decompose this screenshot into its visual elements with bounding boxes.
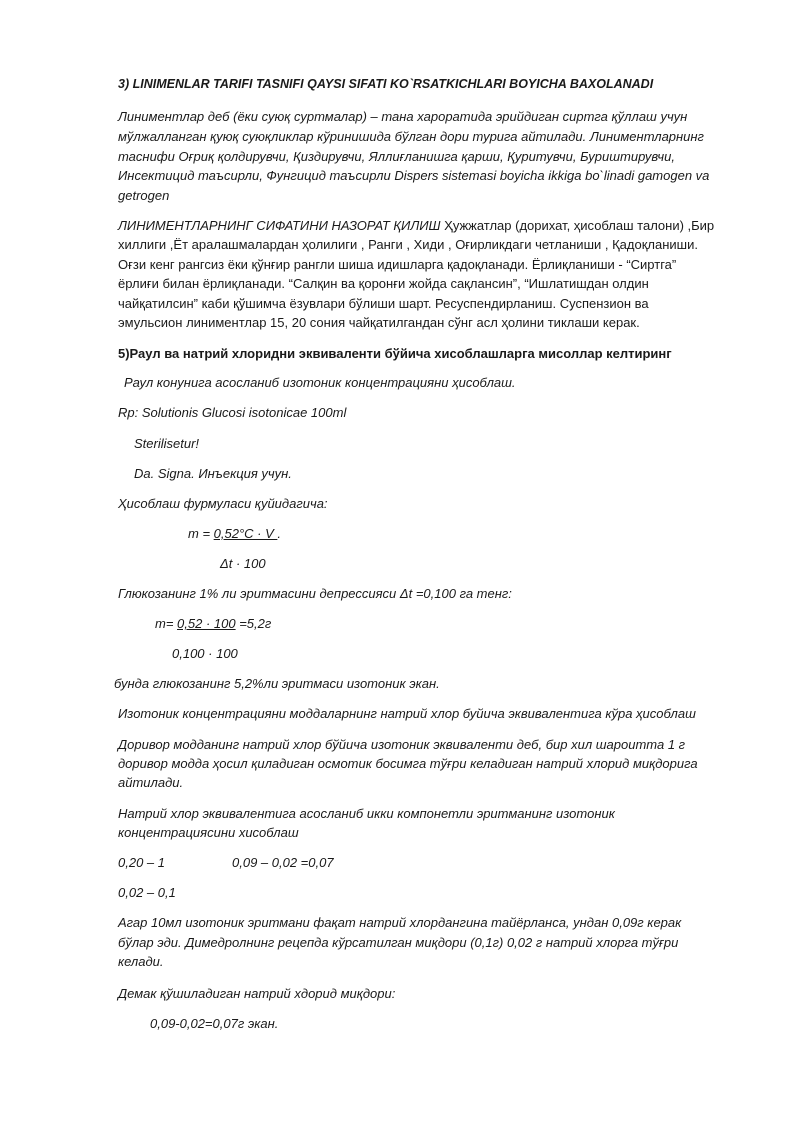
- quality-control-line-2: хиллиги ,Ёт аралашмалардан ҳолилиги , Ранги , Хиди , Оғирликдаги четланиши , Қадоқланиши.: [118, 237, 698, 252]
- liniment-definition-line-3: таснифи Оғриқ қолдирувчи, Қиздирувчи, Яллиғланишга қарши, Қуритувчи, Буриштирувчи,: [118, 149, 676, 164]
- calc-result-b: 0,09 – 0,02 =0,07: [232, 855, 334, 870]
- final-paragraph-line-2: бўлар эди. Димедролнинг рецепда кўрсатилган миқдори (0,1г) 0,02 г натрий хлорга тўғри: [118, 935, 679, 950]
- section-5-heading: 5)Раул ва натрий хлоридни эквиваленти бўйича хисоблашларга мисоллар келтиринг: [118, 346, 672, 361]
- raoult-calculation-line: Раул конунига асосланиб изотоник концентрацияни ҳисоблаш.: [124, 375, 516, 390]
- calc-ratio-a: 0,20 – 1: [118, 855, 165, 870]
- two-component-line-2: концентрациясини хисоблаш: [118, 825, 299, 840]
- quality-control-line-3: Оғзи кенг рангсиз ёки қўнғир рангли шиша идишларга қадоқланади. Ёрлиқланиши - “Сиртга”: [118, 257, 677, 272]
- prescription-rp: Rp: Solutionis Glucosi isotonicae 100ml: [118, 405, 347, 420]
- formula-2-lhs: m=: [155, 616, 178, 631]
- equivalent-definition-line-3: айтилади.: [118, 775, 184, 790]
- formula-1-numerator: 0,52°С · V: [213, 526, 278, 541]
- quality-control-first-rest: Ҳужжатлар (дорихат, ҳисоблаш талони) ,Бир: [440, 218, 715, 233]
- formula-2-tail: =5,2г: [235, 616, 272, 631]
- formula-1-tail: .: [277, 526, 282, 541]
- formula-2-denominator: 0,100 · 100: [172, 646, 238, 661]
- quality-control-line-5: чайқатилсин” каби қўшимча ёзувлари бўлиши шарт. Ресуспендирланиш. Суспензион ва: [118, 296, 649, 311]
- prescription-da-signa: Da. Signa. Инъекция учун.: [134, 466, 292, 481]
- formula-intro: Ҳисоблаш фурмуласи қуйидагича:: [118, 496, 328, 511]
- isotonic-nacl-heading: Изотоник концентрацияни моддаларнинг натрий хлор буйича эквивалентига кўра ҳисоблаш: [118, 706, 696, 721]
- formula-2-numerator: 0,52 · 100: [177, 616, 236, 631]
- quality-control-line-1: [118, 216, 714, 236]
- two-component-line-1: Натрий хлор эквивалентига асосланиб икки компонетли эритманинг изотоник: [118, 806, 615, 821]
- glucose-depression-line: Глюкозанинг 1% ли эритмасини депрессияси Δt =0,100 га тенг:: [118, 586, 512, 601]
- calc-ratio-c: 0,02 – 0,1: [118, 885, 176, 900]
- final-result: 0,09-0,02=0,07г экан.: [150, 1016, 279, 1031]
- section-3-heading: 3) LINIMENLAR TARIFI TASNIFI QAYSI SIFATI KO`RSATKICHLARI BOYICHA BAXOLANADI: [118, 77, 654, 91]
- liniment-definition-line-5: getrogen: [118, 188, 170, 203]
- formula-1-numerator-line: [188, 524, 281, 544]
- prescription-sterilisetur: Sterilisetur!: [134, 436, 200, 451]
- glucose-conclusion: бунда глюкозанинг 5,2%ли эритмаси изотоник экан.: [114, 676, 440, 691]
- formula-2-numerator-line: [155, 614, 271, 634]
- liniment-definition-line-2: мўлжалланган қуюқ суюқликлар кўринишида бўлган дори турига айтилади. Линиментларнинг: [118, 129, 704, 144]
- formula-1-lhs: m =: [188, 526, 214, 541]
- equivalent-definition-line-1: Доривор модданинг натрий хлор бўйича изотоник эквиваленти деб, бир хил шароитта 1 г: [118, 737, 686, 752]
- final-paragraph-line-3: келади.: [118, 954, 164, 969]
- formula-1-denominator: Δt · 100: [220, 556, 266, 571]
- liniment-definition-line-1: Линиментлар деб (ёки суюқ суртмалар) – тана хароратида эрийдиган сиртга қўллаш учун: [118, 109, 688, 124]
- quality-control-line-6: эмульсион линиментлар 15, 20 сония чайқатилгандан сўнг асл ҳолини тиклаши керак.: [118, 315, 640, 330]
- equivalent-definition-line-2: доривор модда ҳосил қиладиган осмотик босимга тўғри келадиган натрий хлорид миқдорига: [118, 756, 698, 771]
- quality-control-heading: ЛИНИМЕНТЛАРНИНГ СИФАТИНИ НАЗОРАТ ҚИЛИШ: [118, 218, 441, 233]
- liniment-definition-line-4: Инсектицид таъсирли, Фунгицид таъсирли Dispers sistemasi boyicha ikkiga bo`linadi gamogen va: [118, 168, 710, 183]
- quality-control-line-4: ёрлиғи билан ёрлиқланади. “Салқин ва қоронғи жойда сақлансин”, “Ишлатишдан олдин: [118, 276, 649, 291]
- added-nacl-line: Демак қўшиладиган натрий хдорид миқдори:: [118, 986, 396, 1001]
- final-paragraph-line-1: Агар 10мл изотоник эритмани фақат натрий хлордангина тайёрланса, ундан 0,09г керак: [118, 915, 682, 930]
